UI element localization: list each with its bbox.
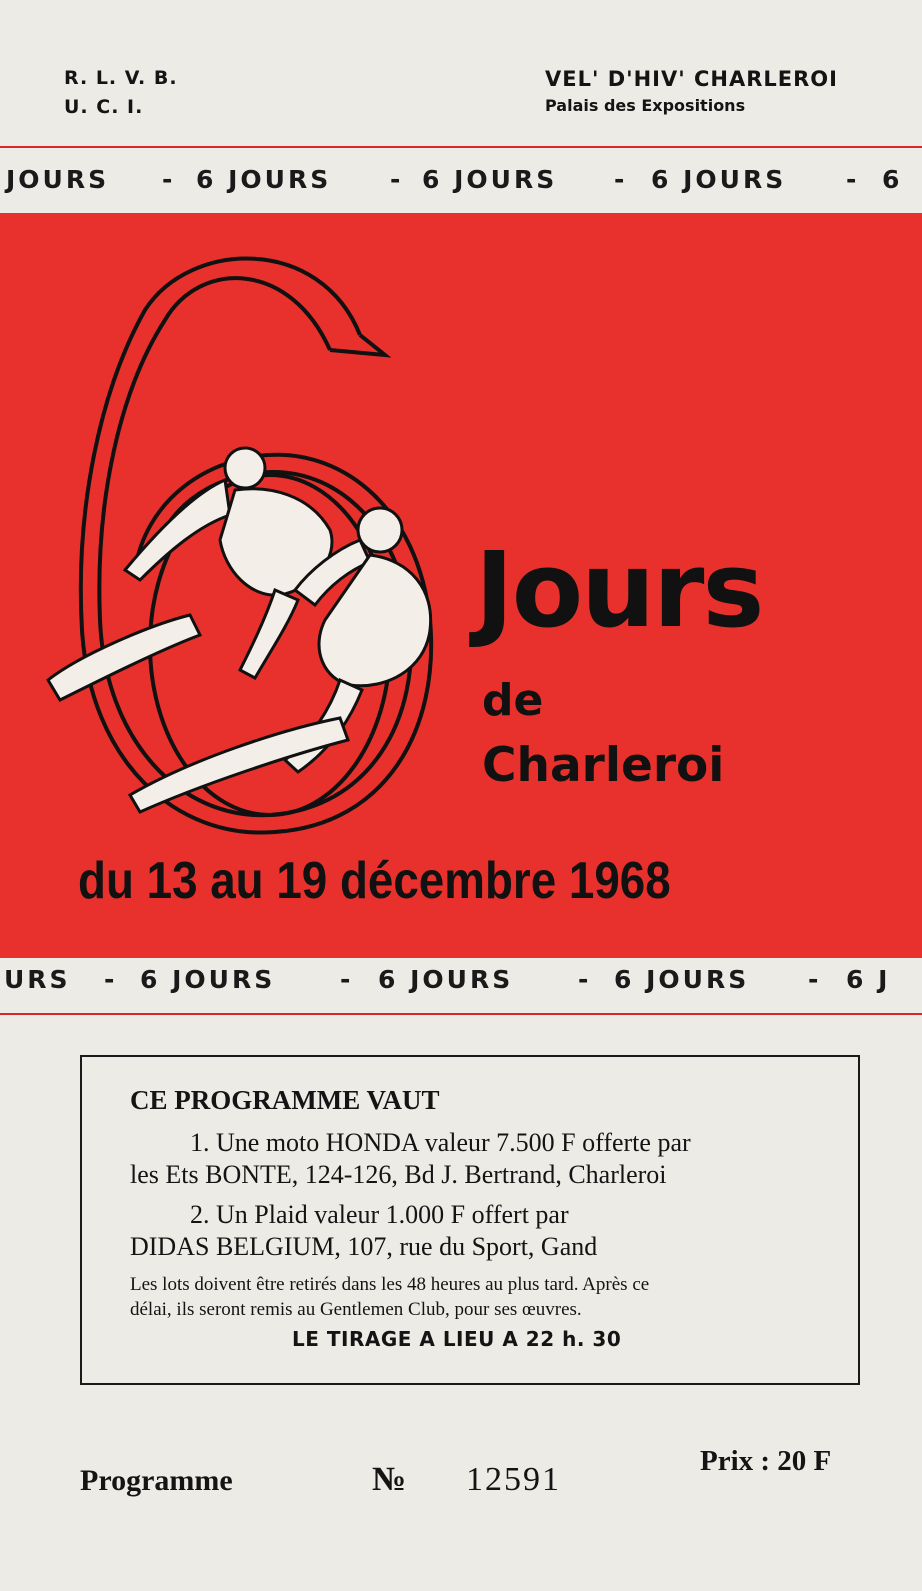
banner-top-dash: - bbox=[846, 165, 860, 194]
banner-bottom-word: 6 JOURS bbox=[378, 965, 514, 994]
six-cyclists-illustration bbox=[40, 240, 480, 840]
organizers bbox=[64, 64, 178, 122]
programme-number: 12591 bbox=[466, 1461, 561, 1498]
prize-2-line-2: DIDAS BELGIUM, 107, rue du Sport, Gand bbox=[130, 1232, 598, 1261]
prize-note-line-1: Les lots doivent être retirés dans les 48 heures au plus tard. Après ce bbox=[130, 1274, 650, 1295]
draw-time: LE TIRAGE A LIEU A 22 h. 30 bbox=[292, 1327, 622, 1351]
banner-top-dash: - bbox=[162, 165, 176, 194]
banner-bottom-dash: - bbox=[808, 965, 822, 994]
banner-top-word: 6 JOURS bbox=[651, 165, 787, 194]
prize-2-line-1: 2. Un Plaid valeur 1.000 F offert par bbox=[190, 1200, 569, 1229]
banner-bottom-word: 6 J bbox=[846, 965, 891, 994]
prize-1-line-2: les Ets BONTE, 124-126, Bd J. Bertrand, Charleroi bbox=[130, 1160, 667, 1189]
banner-bottom-dash: - bbox=[578, 965, 592, 994]
bicycle-wheel-2 bbox=[130, 718, 348, 812]
banner-bottom-dash: - bbox=[340, 965, 354, 994]
event-dates: du 13 au 19 décembre 1968 bbox=[78, 852, 671, 910]
banner-bottom-dash: - bbox=[104, 965, 118, 994]
bicycle-wheel-1 bbox=[48, 615, 200, 700]
banner-bottom bbox=[0, 960, 922, 1000]
org-uci: U. C. I. bbox=[64, 96, 144, 118]
title-jours: Jours bbox=[475, 529, 763, 651]
price: Prix : 20 F bbox=[700, 1445, 832, 1477]
bottom-red-rule bbox=[0, 1013, 922, 1015]
prize-1-line-1: 1. Une moto HONDA valeur 7.500 F offerte par bbox=[190, 1128, 691, 1157]
banner-bottom-word: 6 JOURS bbox=[614, 965, 750, 994]
banner-top-dash: - bbox=[614, 165, 628, 194]
venue bbox=[545, 64, 838, 118]
prize-box-title: CE PROGRAMME VAUT bbox=[130, 1085, 440, 1115]
title-city: Charleroi bbox=[482, 738, 725, 793]
org-rlvb: R. L. V. B. bbox=[64, 67, 178, 89]
title-de: de bbox=[482, 675, 544, 726]
number-sign: № bbox=[372, 1461, 407, 1498]
venue-subtitle: Palais des Expositions bbox=[545, 96, 746, 115]
prize-note-line-2: délai, ils seront remis au Gentlemen Club, pour ses œuvres. bbox=[130, 1299, 582, 1320]
banner-top bbox=[0, 160, 922, 200]
banner-top-word: 6 bbox=[882, 165, 903, 194]
banner-top-word: 6 JOURS bbox=[196, 165, 332, 194]
banner-top-word: JOURS bbox=[6, 165, 110, 194]
banner-bottom-word: 6 JOURS bbox=[140, 965, 276, 994]
venue-title: VEL' D'HIV' CHARLEROI bbox=[545, 67, 838, 91]
top-red-rule bbox=[0, 146, 922, 148]
banner-top-dash: - bbox=[390, 165, 404, 194]
programme-label: Programme bbox=[80, 1464, 233, 1497]
banner-top-word: 6 JOURS bbox=[422, 165, 558, 194]
banner-bottom-word: URS bbox=[4, 965, 71, 994]
